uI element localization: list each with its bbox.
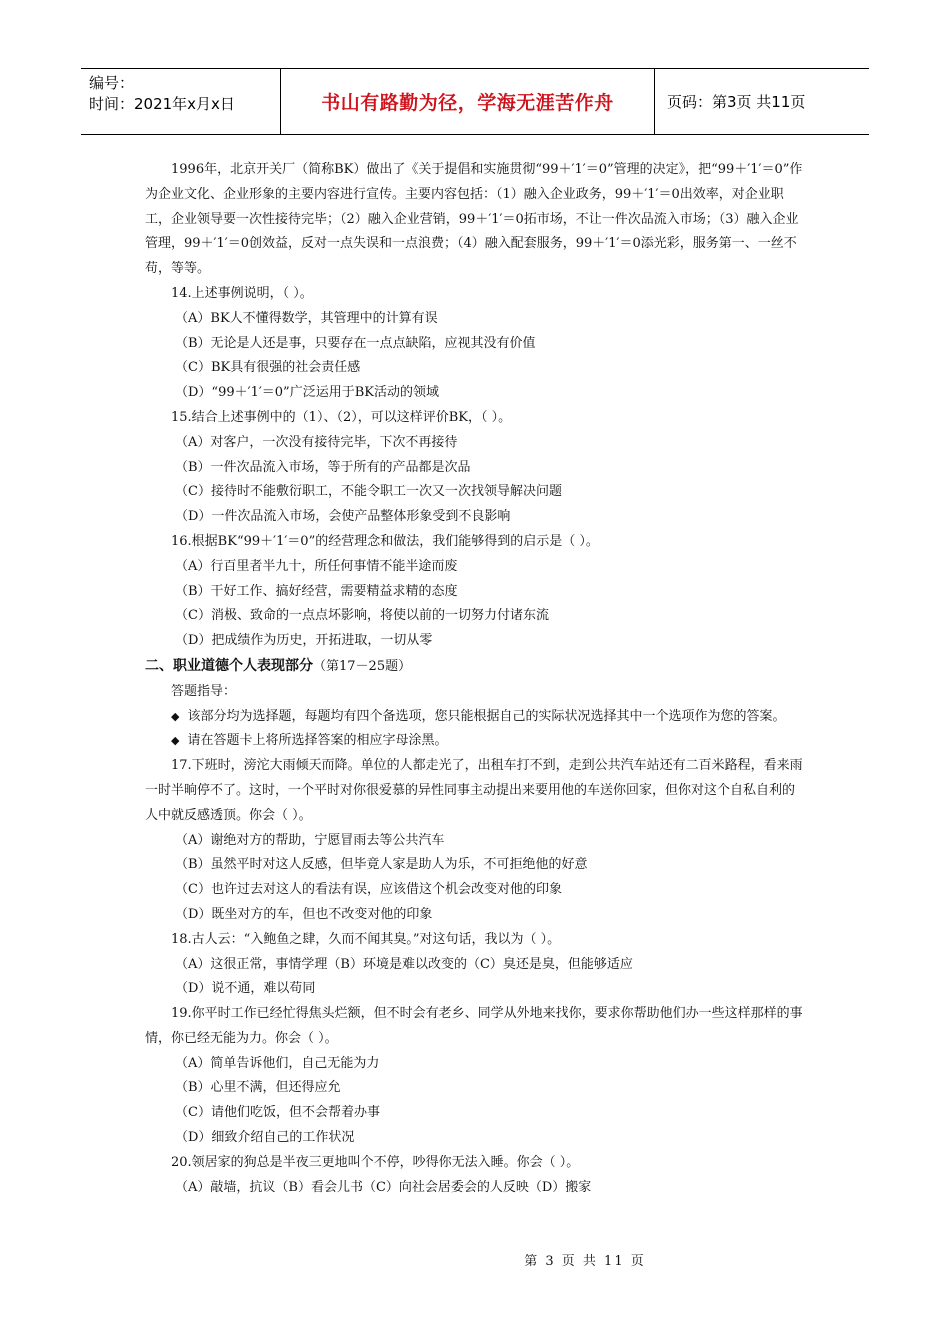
answer-option: （A）谢绝对方的帮助，宁愿冒雨去等公共汽车 (175, 832, 445, 848)
answer-option: （B）心里不满，但还得应允 (175, 1080, 341, 1096)
answer-option: （A）BK人不懂得数学，其管理中的计算有误 (175, 310, 438, 326)
answer-option: （D）“99＋′1′＝0”广泛运用于BK活动的领域 (175, 385, 439, 401)
section-heading (145, 654, 805, 680)
guide-bullet (145, 729, 805, 754)
answer-option: （C）接待时不能敷衍职工，不能令职工一次又一次找领导解决问题 (175, 484, 562, 500)
guide-bullet (145, 705, 805, 730)
question-stem: 15.结合上述事例中的（1）、（2），可以这样评价BK，（ ）。 (171, 409, 512, 425)
question-stem: 17.下班时，滂沱大雨倾天而降。单位的人都走光了，出租车打不到，走到公共汽车站还有二百米路程，看来雨一时半晌停不了。这时，一个平时对你很爱慕的异性同事主动提出来要用他的车送你回家，但你对这个自私自利的人中就反感透顶。你会（ ）。 (145, 758, 803, 823)
header-meta (81, 69, 281, 134)
question-stem: 20.领居家的狗总是半夜三更地叫个不停，吵得你无法入睡。你会（ ）。 (171, 1154, 580, 1170)
answer-option: （B）虽然平时对这人反感，但毕竟人家是助人为乐，不可拒绝他的好意 (175, 857, 588, 873)
document-body (145, 158, 805, 1200)
intro-paragraph: 1996年，北京开关厂（简称BK）做出了《关于提倡和实施贯彻“99＋′1′＝0”管理的决定》，把“99＋′1′＝0”作为企业文化、企业形象的主要内容进行宣传。主要内容包括：（1）融入企业政务，99＋′1′＝0出效率，对企业职工，企业领导要一次性接待完毕；（2）融入企业营销，99＋′1′＝0拓市场，不让一件次品流入市场；（3）融入企业管理，99＋′1′＝0创效益，反对一点失误和一点浪费；（4）融入配套服务，99＋′1′＝0添光彩，服务第一、一丝不苟，等等。 (145, 162, 803, 277)
number-label: 编号： (89, 74, 135, 92)
answer-option: （A）这很正常，事情学理（B）环境是难以改变的（C）臭还是臭，但能够适应 (175, 956, 633, 972)
answer-option: （B）一件次品流入市场，等于所有的产品都是次品 (175, 459, 471, 475)
question-stem: 19.你平时工作已经忙得焦头烂额，但不时会有老乡、同学从外地来找你，要求你帮助他们办一些这样那样的事情，你已经无能为力。你会（ ）。 (145, 1006, 803, 1046)
section-title: 二、职业道德个人表现部分 (145, 657, 313, 674)
answer-option: （C）也许过去对这人的看法有误，应该借这个机会改变对他的印象 (175, 882, 562, 898)
answer-option: （D）细致介绍自己的工作状况 (175, 1130, 355, 1146)
diamond-bullet-icon: ◆ (171, 709, 180, 723)
page-footer: 第 3 页 共 11 页 (524, 1254, 646, 1269)
answer-option: （D）说不通，难以苟同 (175, 981, 316, 997)
answer-option: （C）BK具有很强的社会责任感 (175, 360, 361, 376)
diamond-bullet-icon: ◆ (171, 734, 180, 748)
header-page-info: 页码：第3页 共11页 (667, 93, 806, 111)
page-header (81, 68, 869, 135)
section-range: （第17－25题） (313, 658, 412, 674)
answer-option: （A）简单告诉他们，自己无能为力 (175, 1055, 380, 1071)
question-stem: 18.古人云：“入鲍鱼之肆，久而不闻其臭。”对这句话，我以为（ ）。 (171, 931, 561, 947)
answer-option: （D）既坐对方的车，但也不改变对他的印象 (175, 906, 433, 922)
guide-bullet-text: 请在答题卡上将所选择答案的相应字母涂黑。 (187, 733, 448, 749)
answer-option: （D）一件次品流入市场，会使产品整体形象受到不良影响 (175, 509, 511, 525)
time-label: 时间：2021年x月x日 (89, 95, 235, 113)
question-stem: 14.上述事例说明，（ ）。 (171, 285, 313, 301)
answer-option: （B）无论是人还是事，只要存在一点点缺陷，应视其没有价值 (175, 335, 536, 351)
guide-label: 答题指导： (171, 683, 237, 699)
answer-option: （A）对客户，一次没有接待完毕，下次不再接待 (175, 434, 458, 450)
header-motto: 书山有路勤为径，学海无涯苦作舟 (281, 69, 655, 134)
guide-bullet-text: 该部分均为选择题，每题均有四个备选项，您只能根据自己的实际状况选择其中一个选项作为您的答案。 (187, 708, 786, 724)
answer-option: （A）行百里者半九十，所任何事情不能半途而废 (175, 558, 458, 574)
answer-option: （C）消极、致命的一点点坏影响，将使以前的一切努力付诸东流 (175, 608, 549, 624)
answer-option: （C）请他们吃饭，但不会帮着办事 (175, 1105, 380, 1121)
answer-option: （B）干好工作、搞好经营，需要精益求精的态度 (175, 583, 458, 599)
question-stem: 16.根据BK“99＋′1′＝0”的经营理念和做法，我们能够得到的启示是（ ）。 (171, 533, 599, 549)
answer-option: （A）敲墙，抗议（B）看会儿书（C）向社会居委会的人反映（D）搬家 (175, 1179, 592, 1195)
answer-option: （D）把成绩作为历史，开拓进取，一切从零 (175, 633, 433, 649)
